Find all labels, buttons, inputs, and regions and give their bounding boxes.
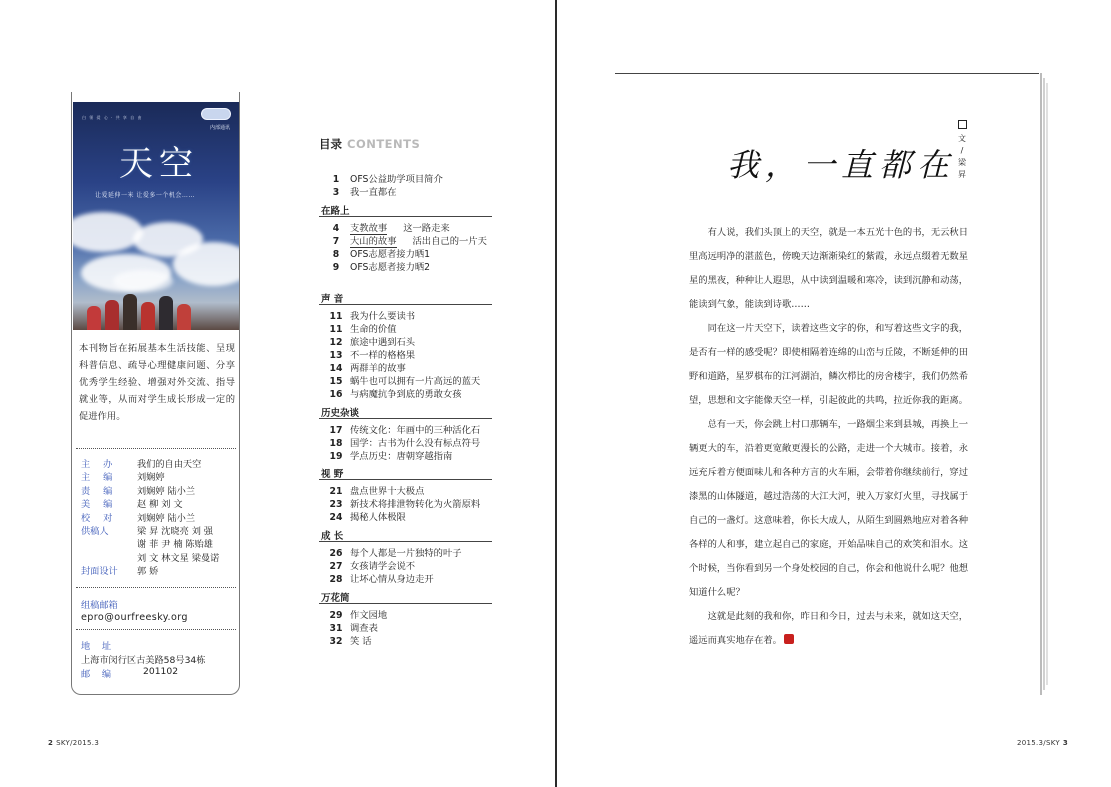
toc-item[interactable] [322,171,443,185]
toc-page-number: 29 [329,609,343,621]
postcode-label: 邮 编 [81,669,112,680]
toc-page-number: 26 [329,548,343,560]
toc-item-title: 生命的价值 [350,324,397,336]
left-issue: SKY/2015.3 [56,739,100,747]
article-paragraph: 同在这一片天空下，读着这些文字的你，和写着这些文字的我，是否有一样的感受呢？即使相隔着连绵的山峦与丘陵，不断延伸的田野和道路，星罗棋布的江河湖泊，鳞次栉比的房舍楼宇，我们仍然希望，思想和文字能像天空一样，引起彼此的共鸣，拉近你我的距离。 [689,323,968,406]
toc-page-number: 8 [332,248,340,260]
article-paragraph: 总有一天，你会跳上村口那辆车，一路烟尘来到县城，再换上一辆更大的车，沿着更宽敞更漫长的公路，走进一个大城市。接着，永远充斥着方便面味儿和各种方言的火车厢，会带着你继续前行，穿过漆黑的山体隧道，越过浩荡的大江大河，驶入万家灯火里，寻找属于自己的一盏灯。这意味着，你长大成人，从陌生到圆熟地应对着各种各样的人和事，建立起自己的家庭，开始品味自己的欢笑和泪水。这个时候，当你看到另一个身处校园的自己，你会和他说什么呢？他想知道什么呢？ [689,419,968,598]
right-page-number: 3 [1062,739,1069,747]
credit-row [81,512,237,525]
left-page-number: 2 [48,739,54,747]
credit-role: 主办 [81,459,126,470]
toc-title-en: CONTENTS [347,137,421,151]
credit-names: 刘 文 林文星 梁曼诺 [137,552,220,564]
credit-row [81,498,237,511]
toc-item[interactable] [322,334,415,348]
toc-item-title: OFS志愿者接力晒2 [350,261,431,273]
submission-email: epro@ourfreesky.org [81,612,188,623]
credit-names: 赵 柳 刘 文 [137,499,183,511]
toc-item[interactable] [322,308,415,322]
credit-role: 主编 [81,472,126,484]
toc-section-rule [319,479,492,480]
toc-item[interactable] [322,386,462,400]
credit-names: 刘娴婷 陆小兰 [137,485,196,497]
toc-item[interactable] [322,558,415,572]
spine-gutter [555,0,557,787]
byline-char: / [960,146,964,155]
address-value: 上海市闵行区古美路58号34栋 [81,655,206,666]
page-edge [1043,78,1045,690]
credit-row [81,538,237,551]
toc-item-title: 盘点世界十大极点 [350,486,425,498]
left-page [0,0,555,787]
credit-role [81,538,137,551]
toc-title-zh: 目录 [319,137,342,151]
credit-names: 我们的自由天空 [137,459,202,470]
cover-children-photo [83,286,191,330]
divider [76,587,236,588]
toc-item-title: 大山的故事 [350,233,397,248]
credit-role: 供稿人 [81,526,109,538]
toc-section-heading: 历史杂谈 [321,407,360,419]
toc-item[interactable] [322,483,424,497]
toc-page-number: 9 [332,261,340,273]
postcode-value: 201102 [143,666,179,677]
cover-title: 天空 [119,144,199,184]
credit-role: 美编 [81,499,126,511]
toc-item-title: 两群羊的故事 [350,363,406,374]
left-folio [45,739,99,747]
toc-item-title: 调查表 [350,622,378,634]
credit-role: 校对 [81,512,126,524]
toc-item-title: 揭秘人体极限 [350,512,406,524]
credit-row [81,525,237,538]
toc-item[interactable] [322,360,406,374]
toc-item-title: 作文园地 [350,609,388,621]
toc-page-number: 13 [329,350,343,362]
article-paragraph [689,605,968,653]
credit-role: 责编 [81,485,126,497]
toc-page-number: 11 [329,324,343,336]
masthead-card [71,92,240,695]
article-byline [955,120,969,181]
toc-item-title: 与病魔抗争到底的勇敢女孩 [350,388,462,400]
credit-names: 梁 昇 沈晓亮 刘 强 [137,526,213,538]
toc-section-heading: 视 野 [321,469,344,481]
toc-page-number: 24 [329,512,343,524]
page-edge [1040,73,1042,695]
toc-page-number: 23 [329,499,343,511]
toc-item[interactable] [322,373,480,387]
toc-item[interactable] [322,347,415,361]
toc-item-title: 让坏心情从身边走开 [350,573,434,585]
magazine-intro: 本刊物旨在拓展基本生活技能、呈现科普信息、疏导心理健康问题、分享优秀学生经验、增强对外交流、指导就业等，从而对学生成长形成一定的促进作用。 [79,343,235,422]
toc-item-title: 不一样的格格果 [350,350,416,362]
credit-row [81,565,237,578]
toc-item-title: 国学：古书为什么没有标点符号 [350,437,481,449]
toc-item-title: 笑 话 [350,635,372,647]
toc-page-number: 27 [329,561,343,572]
toc-item-title: 传统文化：年画中的三种活化石 [350,424,481,436]
article-paragraph-text: 这就是此刻的我和你，昨日和今日，过去与未来，就如这天空，遥远而真实地存在着。 [689,611,968,646]
toc-item-title: 蜗牛也可以拥有一片高远的蓝天 [350,375,481,387]
toc-page-number: 12 [329,337,343,349]
toc-page-number: 15 [329,375,343,387]
article-paragraph: 有人说，我们头顶上的天空，就是一本五光十色的书，无云秋日里高远明净的湛蓝色，傍晚天边渐渐染红的紫霞，永远点缀着无数星星的黑夜，种种让人遐思，从中读到温暖和寒冷，读到沉静和动荡，能读到气象，能读到诗歌…… [689,227,968,310]
toc-page-number: 4 [332,222,340,234]
toc-page-number: 7 [332,235,340,247]
toc-item[interactable] [322,607,387,621]
right-issue: 2015.3/SKY [1017,739,1060,747]
article-body [689,221,968,653]
toc-heading [319,136,420,152]
toc-page-number: 3 [332,186,340,198]
toc-section-heading: 在路上 [321,205,350,217]
toc-section-rule [319,418,492,419]
toc-item-title: 新技术将排泄物转化为火箭原料 [350,499,481,511]
cover-internal-label: 内部通讯 [209,125,230,131]
end-mark-icon [784,634,794,644]
toc-section-heading: 万花筒 [321,592,350,604]
toc-page-number: 17 [329,424,343,436]
toc-item-title: 每个人都是一片独特的叶子 [350,548,462,560]
toc-item-title: 旅途中遇到石头 [350,337,416,349]
toc-item-subtitle: 这一路走来 [403,222,450,234]
toc-item[interactable] [322,620,378,634]
credits-list [81,458,237,579]
credit-names: 刘娴婷 [137,472,165,484]
toc-page-number: 31 [329,622,343,634]
credit-names: 郭 娇 [137,566,159,578]
toc-item[interactable] [322,259,430,273]
toc-item-title: 支教故事 [350,220,387,235]
toc-page-number: 19 [329,450,343,462]
toc-item[interactable] [322,422,480,436]
toc-item[interactable] [322,633,372,647]
cover-logo-icon [201,108,231,120]
cover-tagline: 白 领 爱 心 · 共 享 自 由 [82,115,143,120]
credit-row [81,485,237,498]
toc-item[interactable] [322,448,452,462]
toc-page-number: 16 [329,388,343,400]
address-label: 地 址 [81,641,112,652]
toc-page-number: 21 [329,486,343,498]
credit-names: 刘娴婷 陆小兰 [137,512,196,524]
toc-item[interactable] [322,571,434,585]
divider [76,629,236,630]
toc-page-number: 11 [329,311,343,323]
toc-item-title: 我一直都在 [350,186,397,198]
toc-section-heading: 声 音 [321,294,344,306]
toc-item[interactable] [322,509,406,523]
byline-char: 梁 [958,158,966,167]
toc-item[interactable] [322,321,397,335]
toc-item-title: OFS公益助学项目简介 [350,174,443,185]
top-rule [615,73,1039,74]
toc-page-number: 32 [329,635,343,647]
credit-role: 封面设计 [81,566,118,578]
toc-item-subtitle: 活出自己的一片天 [412,235,487,247]
divider [76,448,236,449]
toc-item-title: 学点历史：唐朝穿越指南 [350,450,453,462]
toc-section-rule [319,216,492,217]
credit-role [81,552,137,565]
credit-names: 谢 菲 尹 楠 陈贻雄 [137,539,213,551]
byline-box-icon [958,120,967,129]
toc-item-title: 我为什么要读书 [350,311,416,323]
toc-section-rule [319,603,492,604]
toc-page-number: 18 [329,437,343,449]
toc-item[interactable] [322,184,397,198]
cover-subtitle: 让爱延伸一米 让爱多一个机会…… [95,192,195,199]
page-edge [1046,83,1048,685]
toc-item[interactable] [322,496,480,510]
toc-page-number: 14 [329,363,343,374]
submission-label: 组稿邮箱 [81,600,118,611]
article-title: 我，一直都在 [727,146,956,184]
toc-item-title: OFS志愿者接力晒1 [350,248,431,260]
toc-section-rule [319,304,492,305]
right-folio [1017,739,1071,747]
toc-item[interactable] [322,246,430,260]
toc-item-title: 女孩请学会说不 [350,561,416,572]
cover-image [73,102,239,330]
toc-item[interactable] [322,435,480,449]
credit-row [81,458,237,471]
credit-row [81,552,237,565]
toc-item[interactable] [322,545,462,559]
toc-page-number: 28 [329,573,343,585]
toc-section-rule [319,541,492,542]
toc-page-number: 1 [332,174,340,185]
byline-char: 文 [958,134,966,143]
credit-row [81,471,237,484]
toc-section-heading: 成 长 [321,531,344,543]
byline-char: 昇 [958,170,966,179]
